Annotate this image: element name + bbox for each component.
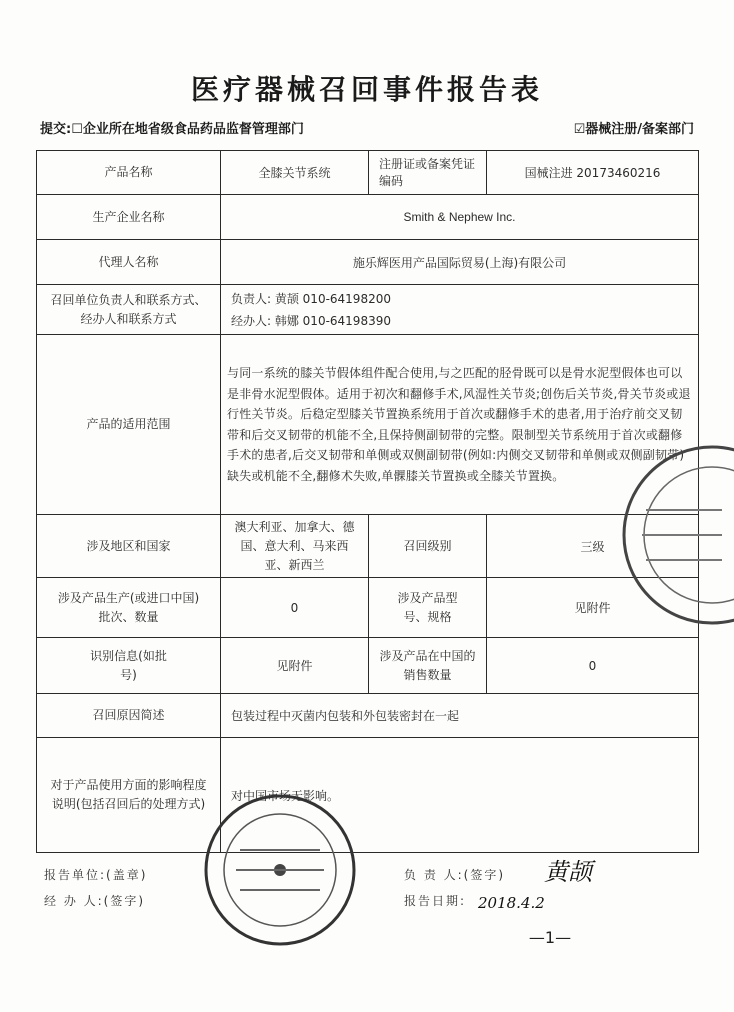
sales-label: 涉及产品在中国的销售数量 — [369, 638, 487, 694]
submit-registration-option: ☑器械注册/备案部门 — [573, 122, 694, 137]
batch-label: 涉及产品生产(或进口中国)批次、数量 — [37, 578, 221, 638]
page-title: 医疗器械召回事件报告表 — [190, 73, 543, 106]
batch-value: 0 — [221, 578, 369, 638]
reg-cert-value: 国械注进 20173460216 — [487, 151, 699, 195]
responsible-label: 负 责 人:(签字) — [404, 868, 506, 882]
model-label: 涉及产品型号、规格 — [369, 578, 487, 638]
impact-label: 对于产品使用方面的影响程度说明(包括召回后的处理方式) — [37, 738, 221, 853]
table-row — [37, 335, 699, 515]
reg-cert-label: 注册证或备案凭证编码 — [369, 151, 487, 195]
report-date-label: 报告日期: — [404, 894, 467, 908]
recall-report-table — [36, 150, 699, 853]
table-row — [37, 738, 699, 853]
table-row — [37, 285, 699, 335]
table-row — [37, 694, 699, 738]
recall-level-value: 三级 — [487, 515, 699, 578]
table-row — [37, 638, 699, 694]
scope-value: 与同一系统的膝关节假体组件配合使用,与之匹配的胫骨既可以是骨水泥型假体也可以是非骨水泥型假体。适用于初次和翻修手术,风湿性关节炎;创伤后关节炎,骨关节炎或退行性关节炎。后稳定型膝关节置换系统用于首次或翻修手术的患者,用于治疗前交叉韧带和后交叉韧带的机能不全,且保持侧副韧带的完整。限制型关节系统用于首次或翻修手术的患者,后交叉韧带和单侧或双侧副韧带(例如:内侧交叉韧带和单侧或双侧副韧带)缺失或机能不全,翻修术失败,单髁膝关节置换或全膝关节置换。 — [221, 335, 699, 515]
submit-provincial-option: 提交:☐企业所在地省级食品药品监督管理部门 — [40, 122, 304, 137]
table-row — [37, 578, 699, 638]
agent-label: 代理人名称 — [37, 240, 221, 285]
table-row — [37, 515, 699, 578]
region-value: 澳大利亚、加拿大、德国、意大利、马来西亚、新西兰 — [221, 515, 369, 578]
agent-value: 施乐辉医用产品国际贸易(上海)有限公司 — [221, 240, 699, 285]
page-number: —1— — [528, 928, 572, 947]
report-date-value: 2018.4.2 — [478, 894, 545, 912]
footer-left — [44, 862, 147, 914]
recall-level-label: 召回级别 — [369, 515, 487, 578]
identifier-value: 见附件 — [221, 638, 369, 694]
product-name-label: 产品名称 — [37, 151, 221, 195]
table-row — [37, 240, 699, 285]
impact-value: 对中国市场无影响。 — [221, 738, 699, 853]
table-row — [37, 195, 699, 240]
responsible-signature: 黄颉 — [544, 858, 592, 886]
manufacturer-label: 生产企业名称 — [37, 195, 221, 240]
sales-value: 0 — [487, 638, 699, 694]
region-label: 涉及地区和国家 — [37, 515, 221, 578]
scope-label: 产品的适用范围 — [37, 335, 221, 515]
table-row — [37, 151, 699, 195]
company-seal-stamp — [200, 790, 360, 950]
partial-seal-stamp — [612, 440, 734, 630]
contact-head: 负责人: 黄颉 010-64198200 — [231, 291, 391, 306]
identifier-label: 识别信息(如批号) — [37, 638, 221, 694]
product-name-value: 全膝关节系统 — [221, 151, 369, 195]
contact-label: 召回单位负责人和联系方式、经办人和联系方式 — [37, 285, 221, 335]
reason-label: 召回原因简述 — [37, 694, 221, 738]
reporting-unit-label: 报告单位:(盖章) — [44, 868, 148, 882]
contact-value — [221, 285, 699, 335]
contact-handler: 经办人: 韩娜 010-64198390 — [231, 313, 391, 328]
model-value: 见附件 — [487, 578, 699, 638]
reason-value: 包装过程中灭菌内包装和外包装密封在一起 — [221, 694, 699, 738]
manufacturer-value: Smith & Nephew Inc. — [221, 195, 699, 240]
handler-label: 经 办 人:(签字) — [44, 894, 146, 908]
